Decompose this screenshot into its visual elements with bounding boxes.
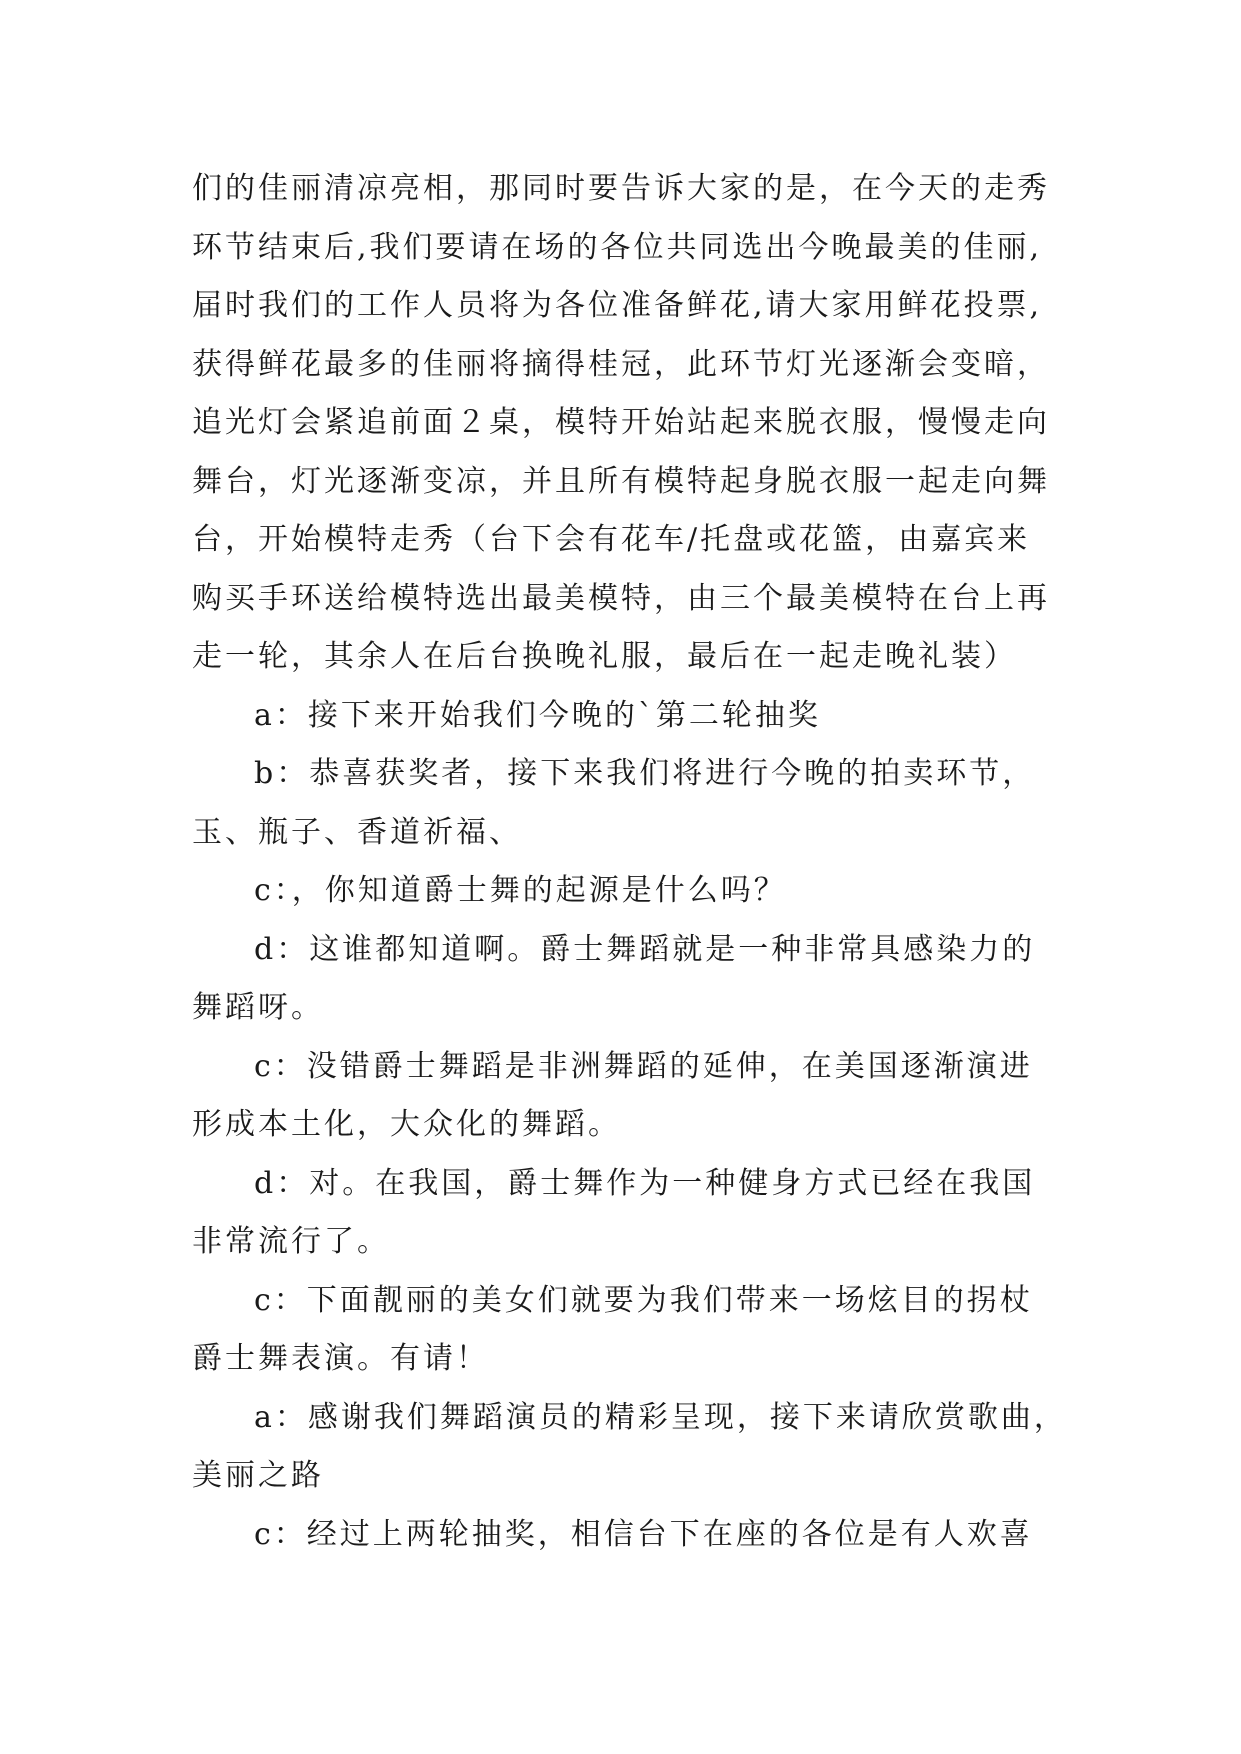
- dialogue-line: c：，你知道爵士舞的起源是什么吗？: [254, 873, 787, 908]
- text-line: 舞蹈呀。: [192, 990, 324, 1025]
- text-line: 获得鲜花最多的佳丽将摘得桂冠，此环节灯光逐渐会变暗，: [192, 346, 1050, 382]
- text-line: 形成本土化，大众化的舞蹈。: [192, 1107, 621, 1142]
- dialogue-line: d：对。在我国，爵士舞作为一种健身方式已经在我国: [254, 1165, 1036, 1201]
- text-line: 们的佳丽清凉亮相，那同时要告诉大家的是，在今天的走秀: [192, 171, 1050, 206]
- text-line: 届时我们的工作人员将为各位准备鲜花,请大家用鲜花投票,: [192, 288, 1043, 323]
- dialogue-line: a：感谢我们舞蹈演员的精彩呈现，接下来请欣赏歌曲，: [254, 1399, 1067, 1435]
- dialogue-line: b：恭喜获奖者，接下来我们将进行今晚的拍卖环节，: [254, 756, 1036, 791]
- text-line: 走一轮，其余人在后台换晚礼服，最后在一起走晚礼装）: [192, 639, 1017, 674]
- dialogue-line: a：接下来开始我们今晚的`第二轮抽奖: [254, 697, 821, 733]
- text-line: 爵士舞表演。有请！: [192, 1341, 489, 1376]
- document-page: [192, 160, 1092, 1564]
- text-line: 追光灯会紧追前面２桌，模特开始站起来脱衣服，慢慢走向: [192, 405, 1050, 440]
- text-line: 非常流行了。: [192, 1224, 390, 1259]
- text-line: 美丽之路: [192, 1458, 324, 1493]
- dialogue-line: c：经过上两轮抽奖，相信台下在座的各位是有人欢喜: [254, 1516, 1033, 1552]
- text-line: 环节结束后,我们要请在场的各位共同选出今晚最美的佳丽,: [192, 229, 1043, 265]
- dialogue-line: c：没错爵士舞蹈是非洲舞蹈的延伸，在美国逐渐演进: [254, 1048, 1033, 1084]
- dialogue-line: d：这谁都知道啊。爵士舞蹈就是一种非常具感染力的: [254, 931, 1036, 967]
- text-line: 舞台，灯光逐渐变凉，并且所有模特起身脱衣服一起走向舞: [192, 463, 1050, 499]
- text-line: 玉、瓶子、香道祈福、: [192, 814, 522, 850]
- text-line: 购买手环送给模特选出最美模特，由三个最美模特在台上再: [192, 580, 1050, 616]
- text-line: 台，开始模特走秀（台下会有花车/托盘或花篮，由嘉宾来: [192, 522, 1031, 557]
- dialogue-line: c：下面靓丽的美女们就要为我们带来一场炫目的拐杖: [254, 1282, 1033, 1318]
